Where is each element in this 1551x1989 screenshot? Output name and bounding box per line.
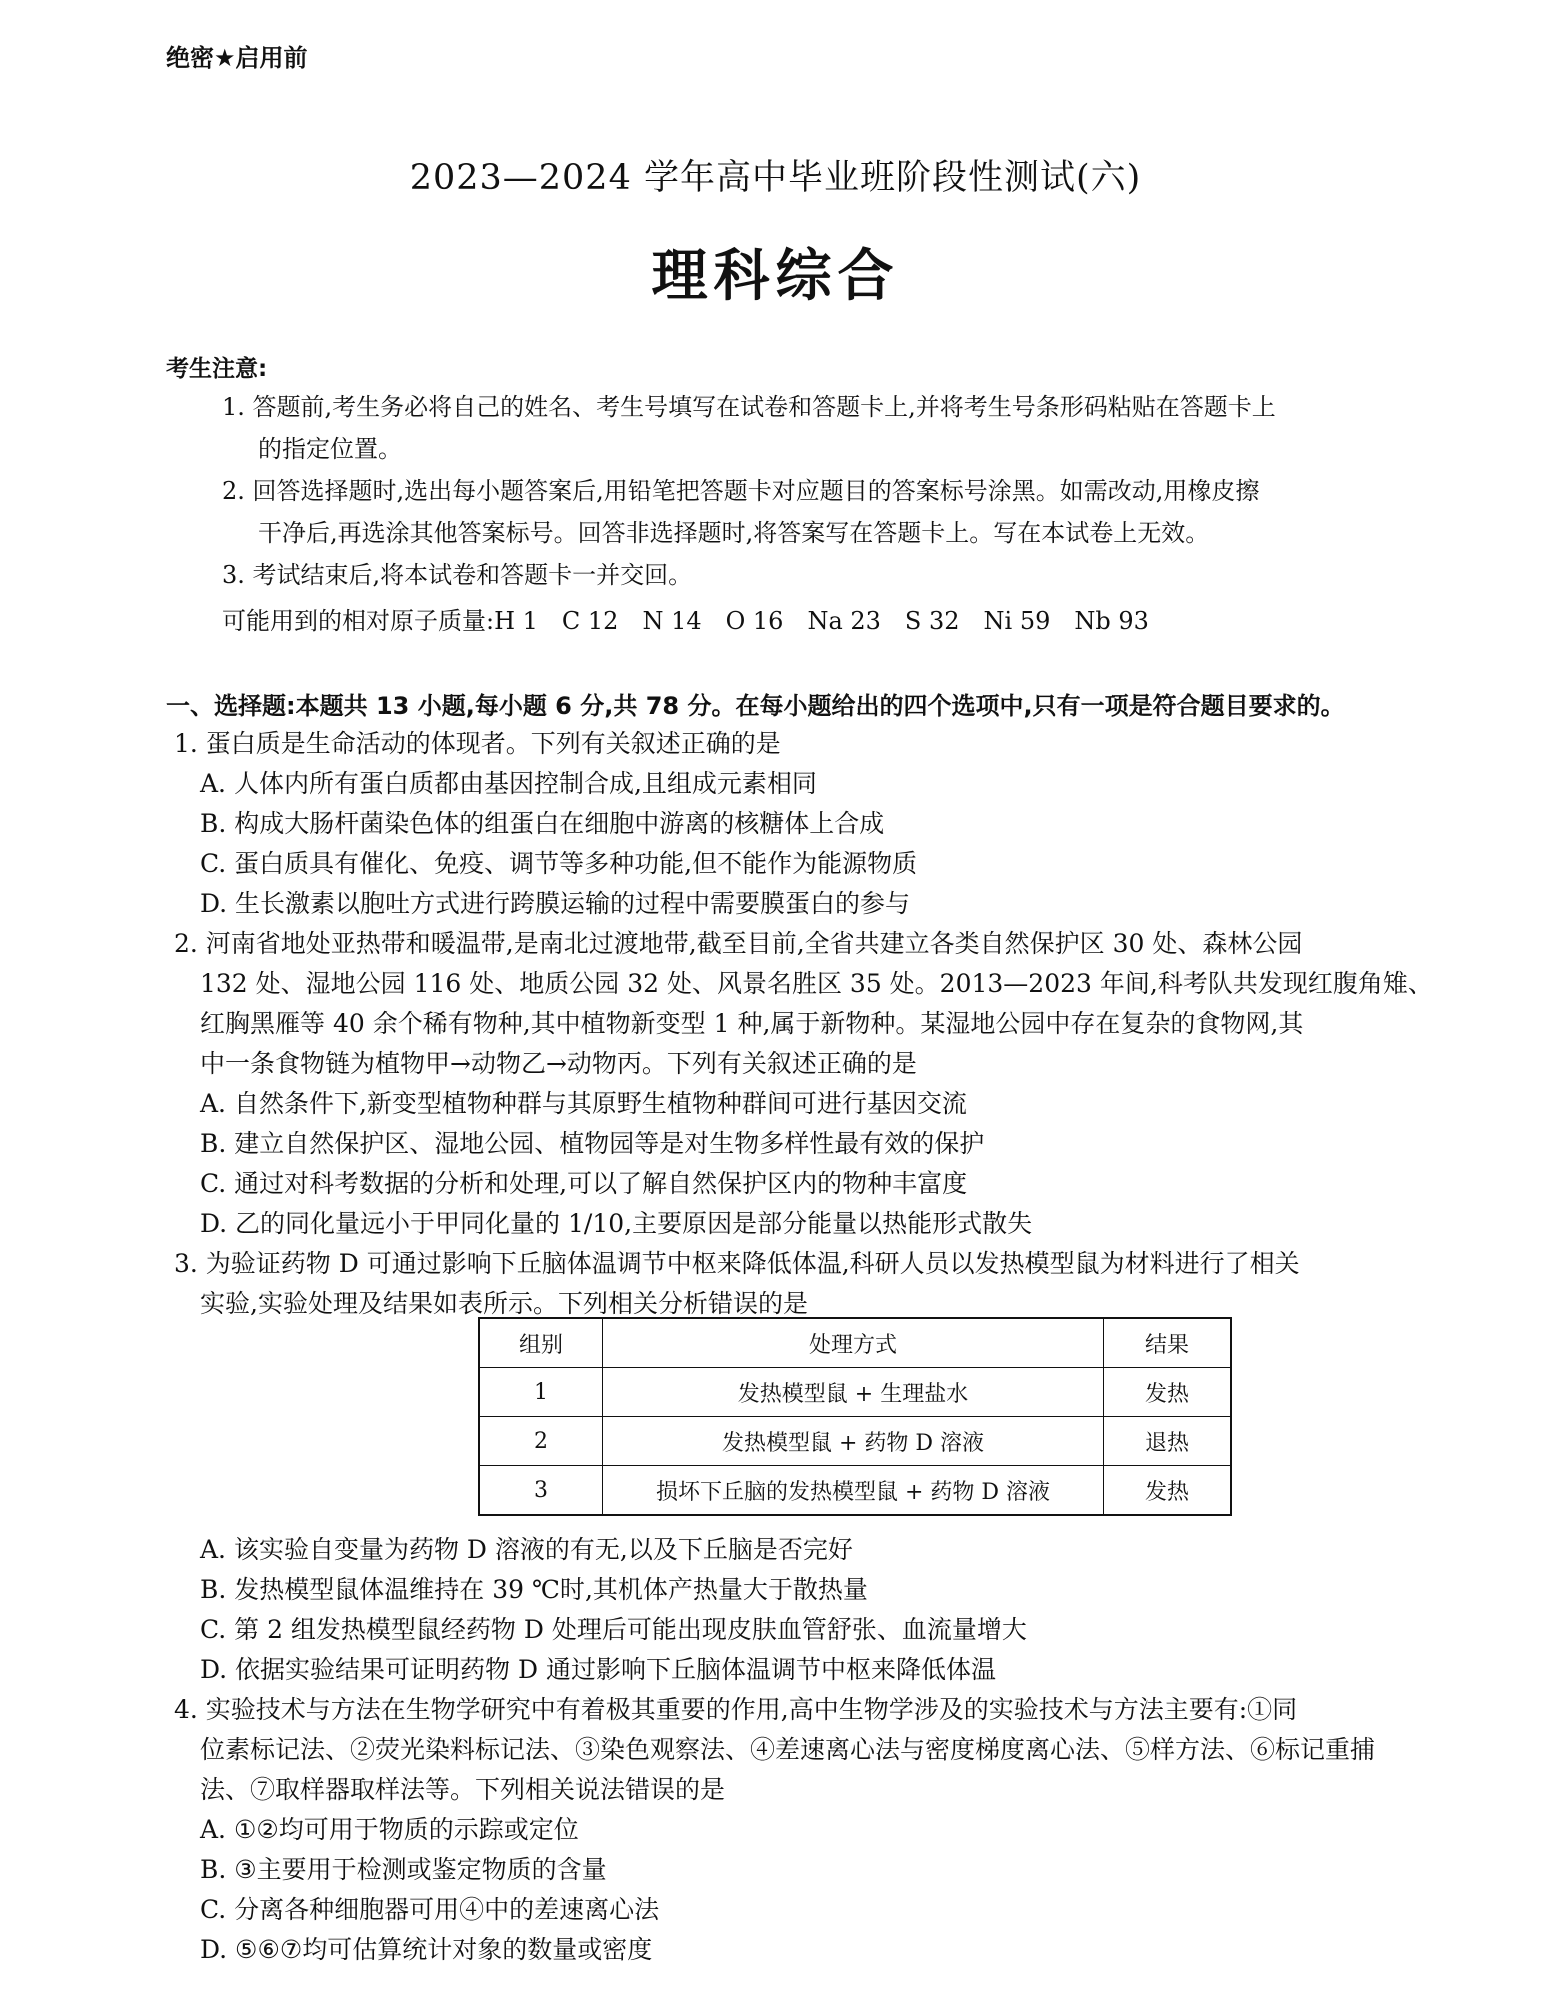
q4-stem-line-2: 位素标记法、②荧光染料标记法、③染色观察法、④差速离心法与密度梯度离心法、⑤样方法、⑥标记重捕: [200, 1735, 1376, 1764]
secret-mark: 绝密★启用前: [166, 44, 308, 72]
q2-option-d: D. 乙的同化量远小于甲同化量的 1/10,主要原因是部分能量以热能形式散失: [200, 1209, 1033, 1238]
notice-item-2-line-1: 2. 回答选择题时,选出每小题答案后,用铅笔把答题卡对应题目的答案标号涂黑。如需改动,用橡皮擦: [222, 477, 1260, 505]
atomic-masses: 可能用到的相对原子质量:H 1 C 12 N 14 O 16 Na 23 S 32 Ni 59 Nb 93: [222, 607, 1149, 635]
q3-option-b: B. 发热模型鼠体温维持在 39 ℃时,其机体产热量大于散热量: [200, 1575, 868, 1604]
q3-stem-line-1: 3. 为验证药物 D 可通过影响下丘脑体温调节中枢来降低体温,科研人员以发热模型鼠为材料进行了相关: [174, 1249, 1300, 1278]
q4-option-d: D. ⑤⑥⑦均可估算统计对象的数量或密度: [200, 1935, 653, 1964]
notice-item-1-line-1: 1. 答题前,考生务必将自己的姓名、考生号填写在试卷和答题卡上,并将考生号条形码粘贴在答题卡上: [222, 393, 1276, 421]
table-cell-group: 3: [479, 1466, 603, 1516]
q1-option-b: B. 构成大肠杆菌染色体的组蛋白在细胞中游离的核糖体上合成: [200, 809, 885, 838]
table-header-treatment: 处理方式: [603, 1318, 1104, 1368]
table-cell-treatment: 发热模型鼠 + 生理盐水: [603, 1368, 1104, 1417]
q4-stem-line-1: 4. 实验技术与方法在生物学研究中有着极其重要的作用,高中生物学涉及的实验技术与方法主要有:①同: [174, 1695, 1298, 1724]
q2-stem-line-3: 红胸黑雁等 40 余个稀有物种,其中植物新变型 1 种,属于新物种。某湿地公园中存在复杂的食物网,其: [200, 1009, 1304, 1038]
table-header-result: 结果: [1104, 1318, 1232, 1368]
q2-stem-line-2: 132 处、湿地公园 116 处、地质公园 32 处、风景名胜区 35 处。2013—2023 年间,科考队共发现红腹角雉、: [200, 969, 1433, 998]
notice-item-1-line-2: 的指定位置。: [258, 435, 402, 463]
q1-option-d: D. 生长激素以胞吐方式进行跨膜运输的过程中需要膜蛋白的参与: [200, 889, 911, 918]
table-cell-group: 2: [479, 1417, 603, 1466]
q2-stem-line-1: 2. 河南省地处亚热带和暖温带,是南北过渡地带,截至目前,全省共建立各类自然保护区 30 处、森林公园: [174, 929, 1303, 958]
notice-heading: 考生注意:: [166, 356, 268, 382]
notice-item-2: [222, 470, 1507, 554]
q2-stem-line-4: 中一条食物链为植物甲→动物乙→动物丙。下列有关叙述正确的是: [200, 1049, 917, 1078]
notice-item-2-line-2: 干净后,再选涂其他答案标号。回答非选择题时,将答案写在答题卡上。写在本试卷上无效。: [258, 519, 1210, 547]
q2-option-b: B. 建立自然保护区、湿地公园、植物园等是对生物多样性最有效的保护: [200, 1129, 985, 1158]
subject-title: 理科综合: [651, 244, 900, 309]
table-cell-result: 退热: [1104, 1417, 1232, 1466]
q1-option-a: A. 人体内所有蛋白质都由基因控制合成,且组成元素相同: [200, 769, 817, 798]
table-row: [479, 1368, 1231, 1417]
table-cell-result: 发热: [1104, 1466, 1232, 1516]
q3-stem-line-2: 实验,实验处理及结果如表所示。下列相关分析错误的是: [200, 1289, 808, 1318]
notice-item-1: [222, 386, 1507, 470]
q4-option-a: A. ①②均可用于物质的示踪或定位: [200, 1815, 579, 1844]
table-row: [479, 1417, 1231, 1466]
table-cell-treatment: 发热模型鼠 + 药物 D 溶液: [603, 1417, 1104, 1466]
table-header-group: 组别: [479, 1318, 603, 1368]
table-row: [479, 1466, 1231, 1516]
notice-item-3: 3. 考试结束后,将本试卷和答题卡一并交回。: [222, 561, 693, 589]
q3-option-c: C. 第 2 组发热模型鼠经药物 D 处理后可能出现皮肤血管舒张、血流量增大: [200, 1615, 1027, 1644]
q2-option-c: C. 通过对科考数据的分析和处理,可以了解自然保护区内的物种丰富度: [200, 1169, 968, 1198]
q4-stem-line-3: 法、⑦取样器取样法等。下列相关说法错误的是: [200, 1775, 726, 1804]
table-cell-result: 发热: [1104, 1368, 1232, 1417]
q1-stem: 1. 蛋白质是生命活动的体现者。下列有关叙述正确的是: [174, 729, 781, 758]
q1-option-c: C. 蛋白质具有催化、免疫、调节等多种功能,但不能作为能源物质: [200, 849, 918, 878]
table-cell-treatment: 损坏下丘脑的发热模型鼠 + 药物 D 溶液: [603, 1466, 1104, 1516]
q3-option-a: A. 该实验自变量为药物 D 溶液的有无,以及下丘脑是否完好: [200, 1535, 853, 1564]
q3-option-d: D. 依据实验结果可证明药物 D 通过影响下丘脑体温调节中枢来降低体温: [200, 1655, 996, 1684]
section-heading: 一、选择题:本题共 13 小题,每小题 6 分,共 78 分。在每小题给出的四个选项中,只有一项是符合题目要求的。: [166, 692, 1345, 720]
q2-option-a: A. 自然条件下,新变型植物种群与其原野生植物种群间可进行基因交流: [200, 1089, 967, 1118]
q4-option-c: C. 分离各种细胞器可用④中的差速离心法: [200, 1895, 660, 1924]
q4-option-b: B. ③主要用于检测或鉴定物质的含量: [200, 1855, 607, 1884]
table-header-row: [479, 1318, 1231, 1368]
exam-title: 2023—2024 学年高中毕业班阶段性测试(六): [409, 158, 1142, 198]
experiment-table: [478, 1317, 1232, 1516]
table-cell-group: 1: [479, 1368, 603, 1417]
